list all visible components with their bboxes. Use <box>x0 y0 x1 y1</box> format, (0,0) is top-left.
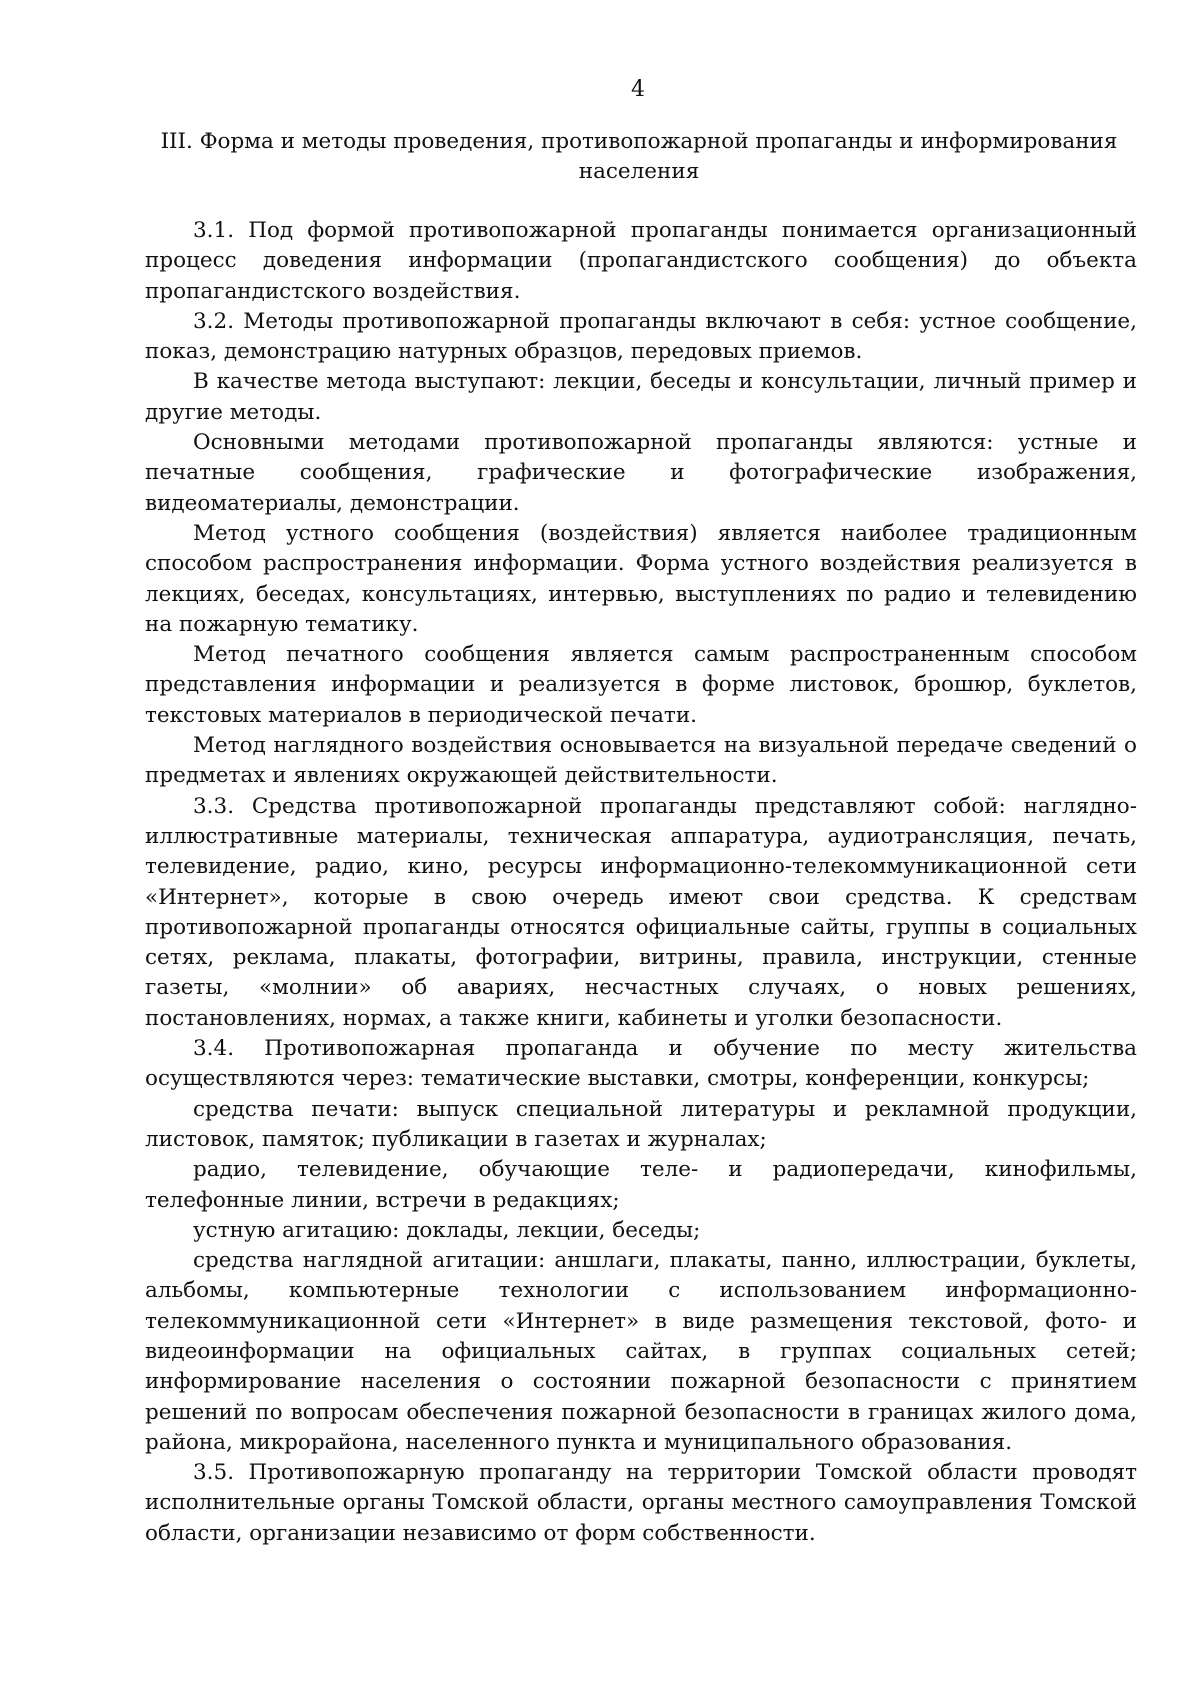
paragraph: Метод наглядного воздействия основывается на визуальной передаче сведений о предметах и явлениях окружающей действительности. <box>145 733 1137 789</box>
page-number: 4 <box>631 77 645 102</box>
paragraph: Метод печатного сообщения является самым распространенным способом представления информации и реализуется в форме листовок, брошюр, буклетов, текстовых материалов в периодической печати. <box>145 642 1137 728</box>
paragraph: Основными методами противопожарной пропаганды являются: устные и печатные сообщения, графические и фотографические изображения, видеоматериалы, демонстрации. <box>145 430 1137 516</box>
paragraph: средства печати: выпуск специальной литературы и рекламной продукции, листовок, памяток; публикации в газетах и журналах; <box>145 1096 1137 1152</box>
document-body <box>145 216 1137 1549</box>
section-title-line-1: III. Форма и методы проведения, противопожарной пропаганды и информирования <box>160 129 1118 154</box>
section-title-line-2: населения <box>578 159 700 184</box>
paragraph-3-1: 3.1. Под формой противопожарной пропаганды понимается организационный процесс доведения информации (пропагандистского сообщения) до объекта пропагандистского воздействия. <box>145 218 1137 304</box>
paragraph-3-3: 3.3. Средства противопожарной пропаганды представляют собой: наглядно-иллюстративные материалы, техническая аппаратура, аудиотрансляция, печать, телевидение, радио, кино, ресурсы информационно-телекоммуникационной сети «Интернет», которые в свою очередь имеют свои средства. К средствам противопожарной пропаганды относятся официальные сайты, группы в социальных сетях, реклама, плакаты, фотографии, витрины, правила, инструкции, стенные газеты, «молнии» об авариях, несчастных случаях, о новых решениях, постановлениях, нормах, а также книги, кабинеты и уголки безопасности. <box>145 793 1137 1031</box>
paragraph-3-4: 3.4. Противопожарная пропаганда и обучение по месту жительства осуществляются через: тематические выставки, смотры, конференции, конкурсы; <box>145 1036 1137 1092</box>
paragraph-3-5: 3.5. Противопожарную пропаганду на территории Томской области проводят исполнительные органы Томской области, органы местного самоуправления Томской области, организации независимо от форм собственности. <box>145 1460 1137 1546</box>
section-title <box>150 127 1128 187</box>
paragraph: средства наглядной агитации: аншлаги, плакаты, панно, иллюстрации, буклеты, альбомы, компьютерные технологии с использованием информационно-телекоммуникационной сети «Интернет» в виде размещения текстовой, фото- и видеоинформации на официальных сайтах, в группах социальных сетей; информирование населения о состоянии пожарной безопасности с принятием решений по вопросам обеспечения пожарной безопасности в границах жилого дома, района, микрорайона, населенного пункта и муниципального образования. <box>145 1248 1137 1455</box>
paragraph: В качестве метода выступают: лекции, беседы и консультации, личный пример и другие методы. <box>145 369 1137 425</box>
paragraph: радио, телевидение, обучающие теле- и радиопередачи, кинофильмы, телефонные линии, встречи в редакциях; <box>145 1157 1137 1213</box>
paragraph: устную агитацию: доклады, лекции, беседы; <box>193 1217 701 1243</box>
paragraph-3-2: 3.2. Методы противопожарной пропаганды включают в себя: устное сообщение, показ, демонстрацию натурных образцов, передовых приемов. <box>145 308 1137 365</box>
paragraph: Метод устного сообщения (воздействия) является наиболее традиционным способом распространения информации. Форма устного воздействия реализуется в лекциях, беседах, консультациях, интервью, выступлениях по радио и телевидению на пожарную тематику. <box>145 520 1137 637</box>
